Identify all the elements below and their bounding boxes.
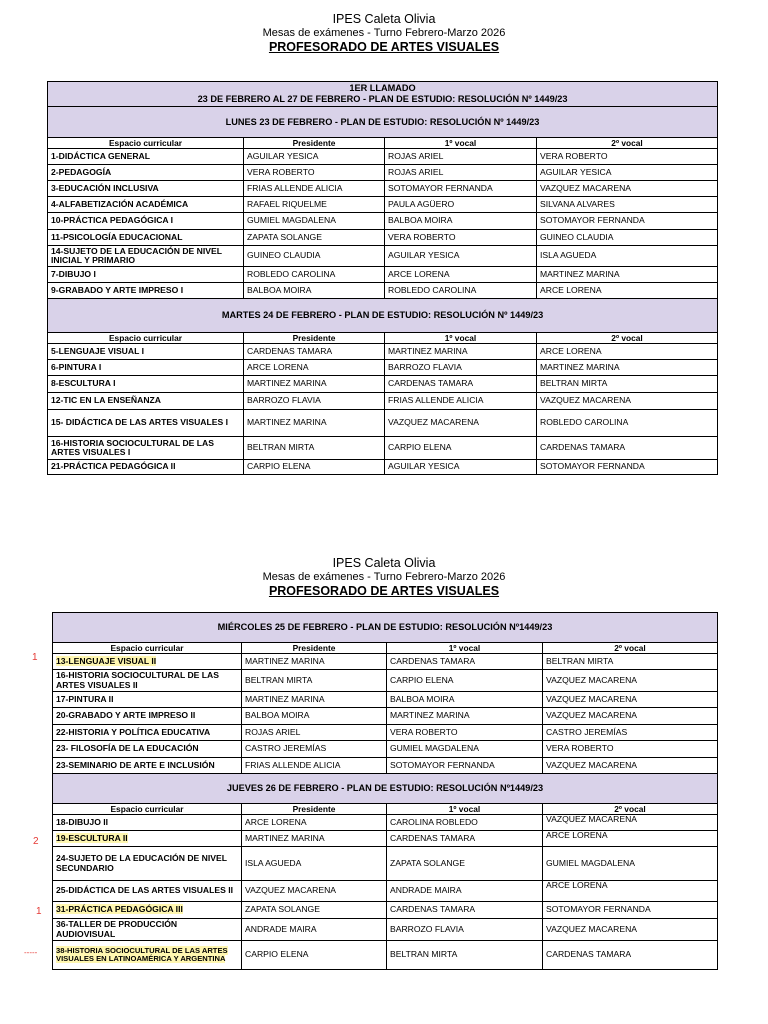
table-row	[48, 181, 718, 197]
vocal-1: ROJAS ARIEL	[385, 165, 537, 181]
subject: 17-PINTURA II	[53, 692, 242, 708]
president: MARTINEZ MARINA	[242, 831, 387, 847]
table-row	[53, 708, 718, 725]
subject: 15- DIDÁCTICA DE LAS ARTES VISUALES I	[48, 410, 244, 437]
table-row	[48, 267, 718, 283]
subject: 21-PRÁCTICA PEDAGÓGICA II	[48, 460, 244, 475]
president: GUMIEL MAGDALENA	[244, 213, 385, 230]
vocal-1: VERA ROBERTO	[387, 725, 543, 741]
vocal-2: VAZQUEZ MACARENA	[543, 919, 718, 941]
col-subject: Espacio curricular	[48, 138, 244, 149]
exam-table-2	[52, 612, 718, 970]
vocal-1: CARDENAS TAMARA	[387, 902, 543, 919]
vocal-1: FRIAS ALLENDE ALICIA	[385, 393, 537, 410]
highlighted-subject: 31-PRÁCTICA PEDAGÓGICA III	[56, 904, 183, 915]
subject: 1-DIDÁCTICA GENERAL	[48, 149, 244, 165]
vocal-1: BELTRAN MIRTA	[387, 941, 543, 970]
president: MARTINEZ MARINA	[244, 410, 385, 437]
highlighted-subject: 13-LENGUAJE VISUAL II	[56, 655, 157, 666]
table-row	[48, 393, 718, 410]
vocal-2: GUMIEL MAGDALENA	[543, 847, 718, 881]
president: BELTRAN MIRTA	[244, 437, 385, 460]
president: ANDRADE MAIRA	[242, 919, 387, 941]
column-header-row	[53, 643, 718, 654]
vocal-2: SOTOMAYOR FERNANDA	[543, 902, 718, 919]
president: ROJAS ARIEL	[242, 725, 387, 741]
table-row	[48, 165, 718, 181]
col-subject: Espacio curricular	[53, 804, 242, 815]
subject: 25-DIDÁCTICA DE LAS ARTES VISUALES II	[53, 881, 242, 902]
col-vocal-1: 1º vocal	[387, 643, 543, 654]
vocal-2: BELTRAN MIRTA	[537, 376, 718, 393]
subject: 5-LENGUAJE VISUAL I	[48, 344, 244, 360]
table-row	[48, 283, 718, 299]
vocal-2: ARCE LORENA	[543, 881, 718, 902]
vocal-2: ARCE LORENA	[537, 283, 718, 299]
president: BALBOA MOIRA	[244, 283, 385, 299]
col-subject: Espacio curricular	[48, 333, 244, 344]
col-vocal-2: 2º vocal	[543, 643, 718, 654]
day-band-wednesday	[53, 613, 718, 643]
program-title: PROFESORADO DE ARTES VISUALES	[268, 584, 500, 598]
subject: 2-PEDAGOGÍA	[48, 165, 244, 181]
president: ZAPATA SOLANGE	[242, 902, 387, 919]
subject: 3-EDUCACIÓN INCLUSIVA	[48, 181, 244, 197]
vocal-1: ROBLEDO CAROLINA	[385, 283, 537, 299]
president: ROBLEDO CAROLINA	[244, 267, 385, 283]
col-president: Presidente	[242, 643, 387, 654]
subject: 11-PSICOLOGÍA EDUCACIONAL	[48, 230, 244, 246]
president: CARPIO ELENA	[244, 460, 385, 475]
vocal-1: CARDENAS TAMARA	[387, 831, 543, 847]
header-top	[0, 12, 768, 55]
vocal-1: CAROLINA ROBLEDO	[387, 815, 543, 831]
vocal-2: CARDENAS TAMARA	[537, 437, 718, 460]
vocal-1: AGUILAR YESICA	[385, 246, 537, 267]
table-row	[53, 881, 718, 902]
subject: 6-PINTURA I	[48, 360, 244, 376]
table-row	[53, 741, 718, 758]
table-row	[53, 692, 718, 708]
subject: 12-TIC EN LA ENSEÑANZA	[48, 393, 244, 410]
vocal-2: ISLA AGUEDA	[537, 246, 718, 267]
institution-name: IPES Caleta Olivia	[332, 556, 436, 570]
subject: 23- FILOSOFÍA DE LA EDUCACIÓN	[53, 741, 242, 758]
day-band-monday	[48, 107, 718, 138]
subject: 18-DIBUJO II	[53, 815, 242, 831]
subject: 10-PRÁCTICA PEDAGÓGICA I	[48, 213, 244, 230]
president: BARROZO FLAVIA	[244, 393, 385, 410]
subject	[53, 941, 242, 970]
column-header-row	[48, 333, 718, 344]
day-band-tuesday	[48, 299, 718, 333]
table-row	[48, 213, 718, 230]
president: BELTRAN MIRTA	[242, 670, 387, 692]
vocal-1: BARROZO FLAVIA	[385, 360, 537, 376]
table-row	[48, 376, 718, 393]
table-row	[53, 725, 718, 741]
col-vocal-1: 1º vocal	[385, 333, 537, 344]
vocal-1: BALBOA MOIRA	[387, 692, 543, 708]
vocal-1: CARDENAS TAMARA	[387, 654, 543, 670]
president: CASTRO JEREMÍAS	[242, 741, 387, 758]
vocal-1: BARROZO FLAVIA	[387, 919, 543, 941]
vocal-1: CARPIO ELENA	[387, 670, 543, 692]
vocal-1: CARDENAS TAMARA	[385, 376, 537, 393]
exam-period: Mesas de exámenes - Turno Febrero-Marzo 2026	[262, 27, 506, 39]
vocal-2: VAZQUEZ MACARENA	[543, 815, 718, 831]
col-vocal-1: 1º vocal	[387, 804, 543, 815]
vocal-2: CARDENAS TAMARA	[543, 941, 718, 970]
president: FRIAS ALLENDE ALICIA	[242, 758, 387, 774]
vocal-2: ROBLEDO CAROLINA	[537, 410, 718, 437]
col-vocal-2: 2º vocal	[543, 804, 718, 815]
vocal-2: ARCE LORENA	[543, 831, 718, 847]
table-row	[48, 246, 718, 267]
table-row	[53, 670, 718, 692]
day-title: LUNES 23 DE FEBRERO - PLAN DE ESTUDIO: RESOLUCIÓN Nº 1449/23	[48, 107, 718, 138]
margin-mark: -----	[24, 948, 38, 957]
day-band-thursday	[53, 774, 718, 804]
col-vocal-2: 2º vocal	[537, 138, 718, 149]
president: BALBOA MOIRA	[242, 708, 387, 725]
subject: 16-HISTORIA SOCIOCULTURAL DE LAS ARTES VISUALES II	[53, 670, 242, 692]
subject: 36-TALLER DE PRODUCCIÓN AUDIOVISUAL	[53, 919, 242, 941]
header-bottom	[0, 556, 768, 599]
president: MARTINEZ MARINA	[244, 376, 385, 393]
day-title: MARTES 24 DE FEBRERO - PLAN DE ESTUDIO: RESOLUCIÓN Nº 1449/23	[48, 299, 718, 333]
margin-mark: 1	[36, 906, 42, 917]
vocal-2: VAZQUEZ MACARENA	[537, 181, 718, 197]
call-band	[48, 82, 718, 107]
subject: 7-DIBUJO I	[48, 267, 244, 283]
vocal-2: CASTRO JEREMÍAS	[543, 725, 718, 741]
day-title: MIÉRCOLES 25 DE FEBRERO - PLAN DE ESTUDIO: RESOLUCIÓN Nº1449/23	[53, 613, 718, 643]
table-row	[48, 460, 718, 475]
president: RAFAEL RIQUELME	[244, 197, 385, 213]
vocal-1: ANDRADE MAIRA	[387, 881, 543, 902]
vocal-2: MARTINEZ MARINA	[537, 360, 718, 376]
table-row	[48, 149, 718, 165]
vocal-1: CARPIO ELENA	[385, 437, 537, 460]
vocal-2: MARTINEZ MARINA	[537, 267, 718, 283]
vocal-1: ROJAS ARIEL	[385, 149, 537, 165]
exam-table-1	[47, 81, 718, 475]
margin-mark: 1	[32, 652, 38, 663]
president: CARDENAS TAMARA	[244, 344, 385, 360]
call-range: 23 DE FEBRERO AL 27 DE FEBRERO - PLAN DE ESTUDIO: RESOLUCIÓN Nº 1449/23	[197, 94, 568, 104]
call-title: 1ER LLAMADO	[349, 83, 416, 93]
column-header-row	[48, 138, 718, 149]
vocal-2: VAZQUEZ MACARENA	[543, 670, 718, 692]
subject: 20-GRABADO Y ARTE IMPRESO II	[53, 708, 242, 725]
vocal-1: ARCE LORENA	[385, 267, 537, 283]
vocal-2: VAZQUEZ MACARENA	[543, 758, 718, 774]
president: CARPIO ELENA	[242, 941, 387, 970]
vocal-1: MARTINEZ MARINA	[385, 344, 537, 360]
president: MARTINEZ MARINA	[242, 692, 387, 708]
vocal-2: VAZQUEZ MACARENA	[537, 393, 718, 410]
col-president: Presidente	[242, 804, 387, 815]
subject: 8-ESCULTURA I	[48, 376, 244, 393]
vocal-1: PAULA AGÜERO	[385, 197, 537, 213]
col-vocal-1: 1º vocal	[385, 138, 537, 149]
col-president: Presidente	[244, 333, 385, 344]
vocal-2: AGUILAR YESICA	[537, 165, 718, 181]
president: VERA ROBERTO	[244, 165, 385, 181]
president: ARCE LORENA	[242, 815, 387, 831]
program-title: PROFESORADO DE ARTES VISUALES	[268, 40, 500, 54]
table-row	[48, 344, 718, 360]
president: GUINEO CLAUDIA	[244, 246, 385, 267]
subject: 22-HISTORIA Y POLÍTICA EDUCATIVA	[53, 725, 242, 741]
col-vocal-2: 2º vocal	[537, 333, 718, 344]
table-row	[53, 654, 718, 670]
president: AGUILAR YESICA	[244, 149, 385, 165]
table-row	[53, 758, 718, 774]
vocal-2: VAZQUEZ MACARENA	[543, 708, 718, 725]
vocal-1: SOTOMAYOR FERNANDA	[385, 181, 537, 197]
day-title: JUEVES 26 DE FEBRERO - PLAN DE ESTUDIO: RESOLUCIÓN Nº1449/23	[53, 774, 718, 804]
exam-period: Mesas de exámenes - Turno Febrero-Marzo 2026	[262, 571, 506, 583]
subject: 4-ALFABETIZACIÓN ACADÉMICA	[48, 197, 244, 213]
vocal-2: BELTRAN MIRTA	[543, 654, 718, 670]
table-row	[48, 197, 718, 213]
col-subject: Espacio curricular	[53, 643, 242, 654]
table-row	[53, 902, 718, 919]
margin-mark: 2	[33, 836, 39, 847]
vocal-2: GUINEO CLAUDIA	[537, 230, 718, 246]
table-row	[53, 815, 718, 831]
subject	[53, 831, 242, 847]
table-row	[48, 437, 718, 460]
table-row	[53, 847, 718, 881]
vocal-2: VAZQUEZ MACARENA	[543, 692, 718, 708]
table-row	[53, 831, 718, 847]
vocal-1: SOTOMAYOR FERNANDA	[387, 758, 543, 774]
subject: 14-SUJETO DE LA EDUCACIÓN DE NIVEL INICIAL Y PRIMARIO	[48, 246, 244, 267]
subject: 24-SUJETO DE LA EDUCACIÓN DE NIVEL SECUNDARIO	[53, 847, 242, 881]
vocal-1: MARTINEZ MARINA	[387, 708, 543, 725]
subject: 16-HISTORIA SOCIOCULTURAL DE LAS ARTES VISUALES I	[48, 437, 244, 460]
table-row	[48, 230, 718, 246]
col-president: Presidente	[244, 138, 385, 149]
table-row	[48, 360, 718, 376]
column-header-row	[53, 804, 718, 815]
vocal-1: ZAPATA SOLANGE	[387, 847, 543, 881]
vocal-1: BALBOA MOIRA	[385, 213, 537, 230]
president: FRIAS ALLENDE ALICIA	[244, 181, 385, 197]
vocal-2: SILVANA ALVARES	[537, 197, 718, 213]
vocal-1: GUMIEL MAGDALENA	[387, 741, 543, 758]
highlighted-subject: 19-ESCULTURA II	[56, 832, 128, 843]
vocal-1: VAZQUEZ MACARENA	[385, 410, 537, 437]
vocal-1: VERA ROBERTO	[385, 230, 537, 246]
subject	[53, 654, 242, 670]
president: MARTINEZ MARINA	[242, 654, 387, 670]
president: ZAPATA SOLANGE	[244, 230, 385, 246]
table-row	[53, 941, 718, 970]
vocal-2: VERA ROBERTO	[543, 741, 718, 758]
president: ISLA AGUEDA	[242, 847, 387, 881]
vocal-1: AGUILAR YESICA	[385, 460, 537, 475]
president: ARCE LORENA	[244, 360, 385, 376]
president: VAZQUEZ MACARENA	[242, 881, 387, 902]
table-row	[53, 919, 718, 941]
vocal-2: SOTOMAYOR FERNANDA	[537, 213, 718, 230]
vocal-2: SOTOMAYOR FERNANDA	[537, 460, 718, 475]
highlighted-subject: 38-HISTORIA SOCIOCULTURAL DE LAS ARTES VISUALES EN LATINOAMÉRICA Y ARGENTINA	[56, 945, 228, 963]
subject	[53, 902, 242, 919]
institution-name: IPES Caleta Olivia	[332, 12, 436, 26]
vocal-2: ARCE LORENA	[537, 344, 718, 360]
table-row	[48, 410, 718, 437]
vocal-2: VERA ROBERTO	[537, 149, 718, 165]
subject: 23-SEMINARIO DE ARTE E INCLUSIÓN	[53, 758, 242, 774]
subject: 9-GRABADO Y ARTE IMPRESO I	[48, 283, 244, 299]
